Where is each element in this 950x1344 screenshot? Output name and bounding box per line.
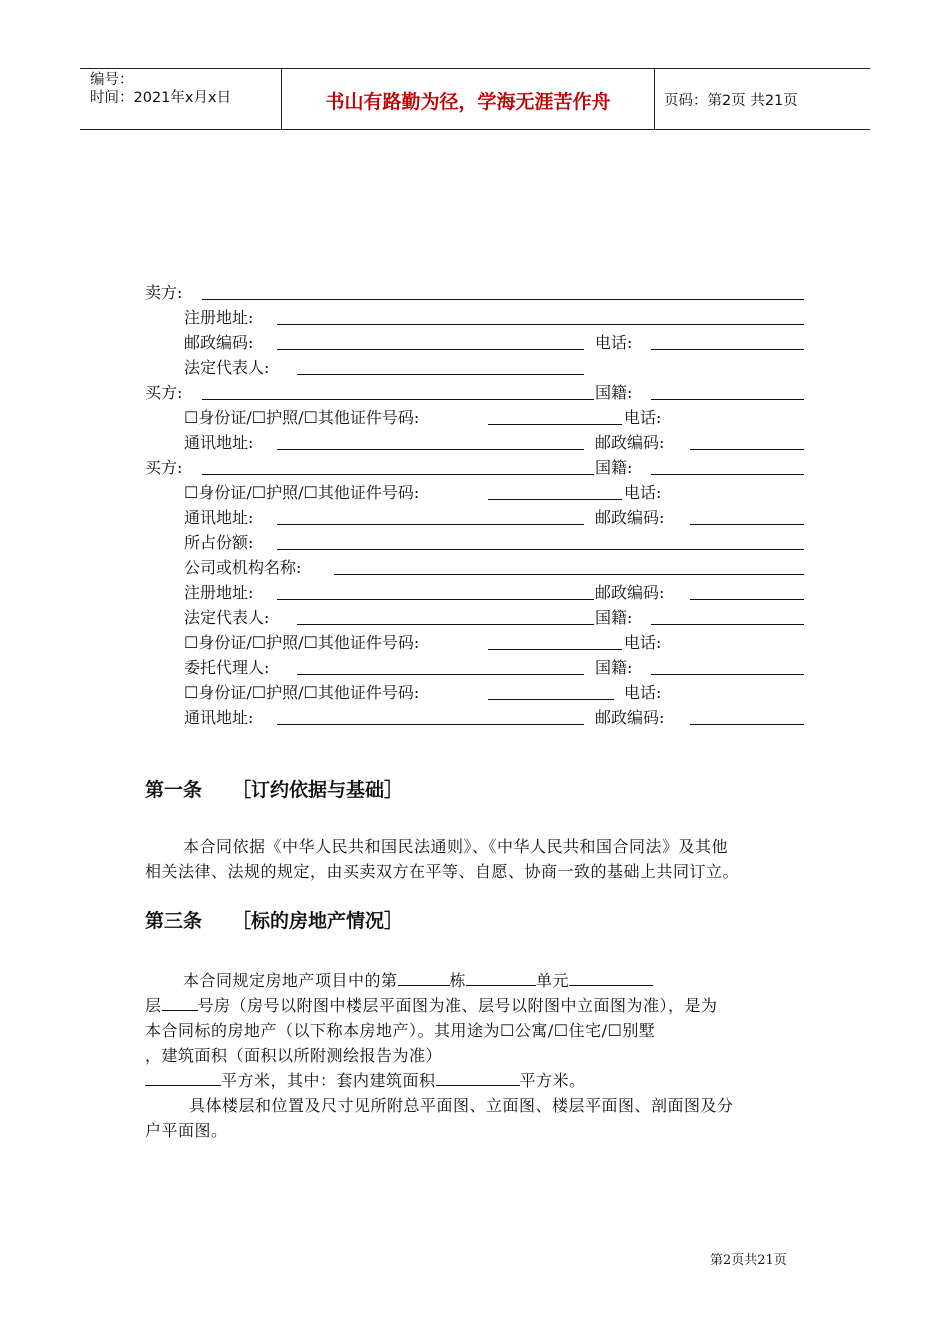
article-1-title: ［订约依据与基础］ <box>232 779 404 801</box>
page-header <box>80 68 870 130</box>
buyer-field[interactable] <box>202 474 594 475</box>
postcode-label: 邮政编码: <box>595 583 665 602</box>
nationality-field[interactable] <box>651 674 804 675</box>
comm-addr-field[interactable] <box>277 449 584 450</box>
nationality-field[interactable] <box>651 399 804 400</box>
article-3-title: ［标的房地产情况］ <box>232 910 404 932</box>
article-3-line: 本合同规定房地产项目中的第 栋 单元 <box>145 968 810 993</box>
page-footer: 第2页共21页 <box>710 1253 787 1268</box>
article-3-body <box>145 968 810 1143</box>
buyer-label: 买方: <box>145 383 183 402</box>
comm-addr-label: 通讯地址: <box>184 433 254 452</box>
postcode-label: 邮政编码: <box>595 708 665 727</box>
header-page-label: 页码：第2页 共21页 <box>664 93 798 109</box>
share-label: 所占份额: <box>184 533 254 552</box>
postcode-field[interactable] <box>690 524 804 525</box>
article-3-heading <box>145 906 403 933</box>
buyer-label: 买方: <box>145 458 183 477</box>
article-3-line: 层 号房（房号以附图中楼层平面图为准、层号以附图中立面图为准），是为 <box>145 996 718 1015</box>
phone-label: 电话: <box>595 333 633 352</box>
agent-label: 委托代理人: <box>184 658 270 677</box>
article-3-line: 具体楼层和位置及尺寸见所附总平面图、立面图、楼层平面图、剖面图及分 <box>189 1096 734 1115</box>
postcode-field[interactable] <box>690 449 804 450</box>
id-docs-label: ☐身份证/☐护照/☐其他证件号码: <box>184 483 420 502</box>
floor-field[interactable] <box>569 969 653 986</box>
building-field[interactable] <box>398 969 450 986</box>
legal-rep-field[interactable] <box>297 374 584 375</box>
reg-addr-field[interactable] <box>277 324 804 325</box>
phone-label: 电话: <box>624 683 662 702</box>
legal-rep-label: 法定代表人: <box>184 358 270 377</box>
reg-addr-label: 注册地址: <box>184 308 254 327</box>
header-motto: 书山有路勤为径，学海无涯苦作舟 <box>325 91 611 113</box>
postcode-field[interactable] <box>690 724 804 725</box>
article-3-number: 第三条 <box>145 910 203 932</box>
room-field[interactable] <box>162 994 198 1011</box>
article-1-heading <box>145 775 403 802</box>
id-number-field[interactable] <box>488 499 622 500</box>
id-docs-label: ☐身份证/☐护照/☐其他证件号码: <box>184 683 420 702</box>
company-field[interactable] <box>334 574 804 575</box>
nationality-label: 国籍: <box>595 383 633 402</box>
inner-area-field[interactable] <box>436 1069 520 1086</box>
postcode-label: 邮政编码: <box>595 433 665 452</box>
area-field[interactable] <box>145 1069 221 1086</box>
reg-addr-field[interactable] <box>277 599 594 600</box>
postcode-label: 邮政编码: <box>184 333 254 352</box>
comm-addr-label: 通讯地址: <box>184 708 254 727</box>
number-label: 编号： <box>90 72 134 88</box>
id-number-field[interactable] <box>488 699 614 700</box>
phone-field[interactable] <box>651 349 804 350</box>
id-docs-label: ☐身份证/☐护照/☐其他证件号码: <box>184 633 420 652</box>
legal-rep-label: 法定代表人: <box>184 608 270 627</box>
comm-addr-field[interactable] <box>277 724 584 725</box>
time-label: 时间：2021年x月x日 <box>90 90 232 106</box>
postcode-field[interactable] <box>690 599 804 600</box>
header-meta <box>90 71 231 107</box>
article-1-body <box>145 834 810 884</box>
postcode-field[interactable] <box>277 349 584 350</box>
buyer-field[interactable] <box>202 399 594 400</box>
nationality-label: 国籍: <box>595 658 633 677</box>
nationality-label: 国籍: <box>595 608 633 627</box>
legal-rep-field[interactable] <box>297 624 594 625</box>
agent-field[interactable] <box>297 674 584 675</box>
id-docs-label: ☐身份证/☐护照/☐其他证件号码: <box>184 408 420 427</box>
id-number-field[interactable] <box>488 424 622 425</box>
comm-addr-field[interactable] <box>277 524 584 525</box>
share-field[interactable] <box>277 549 804 550</box>
article-3-line: 户平面图。 <box>145 1121 228 1140</box>
article-1-line: 本合同依据《中华人民共和国民法通则》、《中华人民共和国合同法》及其他 <box>183 837 729 856</box>
company-label: 公司或机构名称: <box>184 558 302 577</box>
nationality-field[interactable] <box>651 624 804 625</box>
postcode-label: 邮政编码: <box>595 508 665 527</box>
article-1-number: 第一条 <box>145 779 203 801</box>
reg-addr-label: 注册地址: <box>184 583 254 602</box>
unit-field[interactable] <box>466 969 536 986</box>
nationality-field[interactable] <box>651 474 804 475</box>
header-divider <box>654 69 655 129</box>
nationality-label: 国籍: <box>595 458 633 477</box>
phone-label: 电话: <box>624 633 662 652</box>
id-number-field[interactable] <box>488 649 622 650</box>
phone-label: 电话: <box>624 408 662 427</box>
phone-label: 电话: <box>624 483 662 502</box>
article-1-line: 相关法律、法规的规定，由买卖双方在平等、自愿、协商一致的基础上共同订立。 <box>145 862 740 881</box>
seller-label: 卖方: <box>145 283 183 302</box>
article-3-line: 本合同标的房地产（以下称本房地产）。其用途为☐公寓/☐住宅/☐别墅 <box>145 1021 656 1040</box>
article-3-line: 平方米，其中：套内建筑面积 平方米。 <box>145 1068 810 1093</box>
seller-field[interactable] <box>202 299 804 300</box>
article-3-line: ，建筑面积（面积以所附测绘报告为准） <box>145 1046 443 1065</box>
comm-addr-label: 通讯地址: <box>184 508 254 527</box>
